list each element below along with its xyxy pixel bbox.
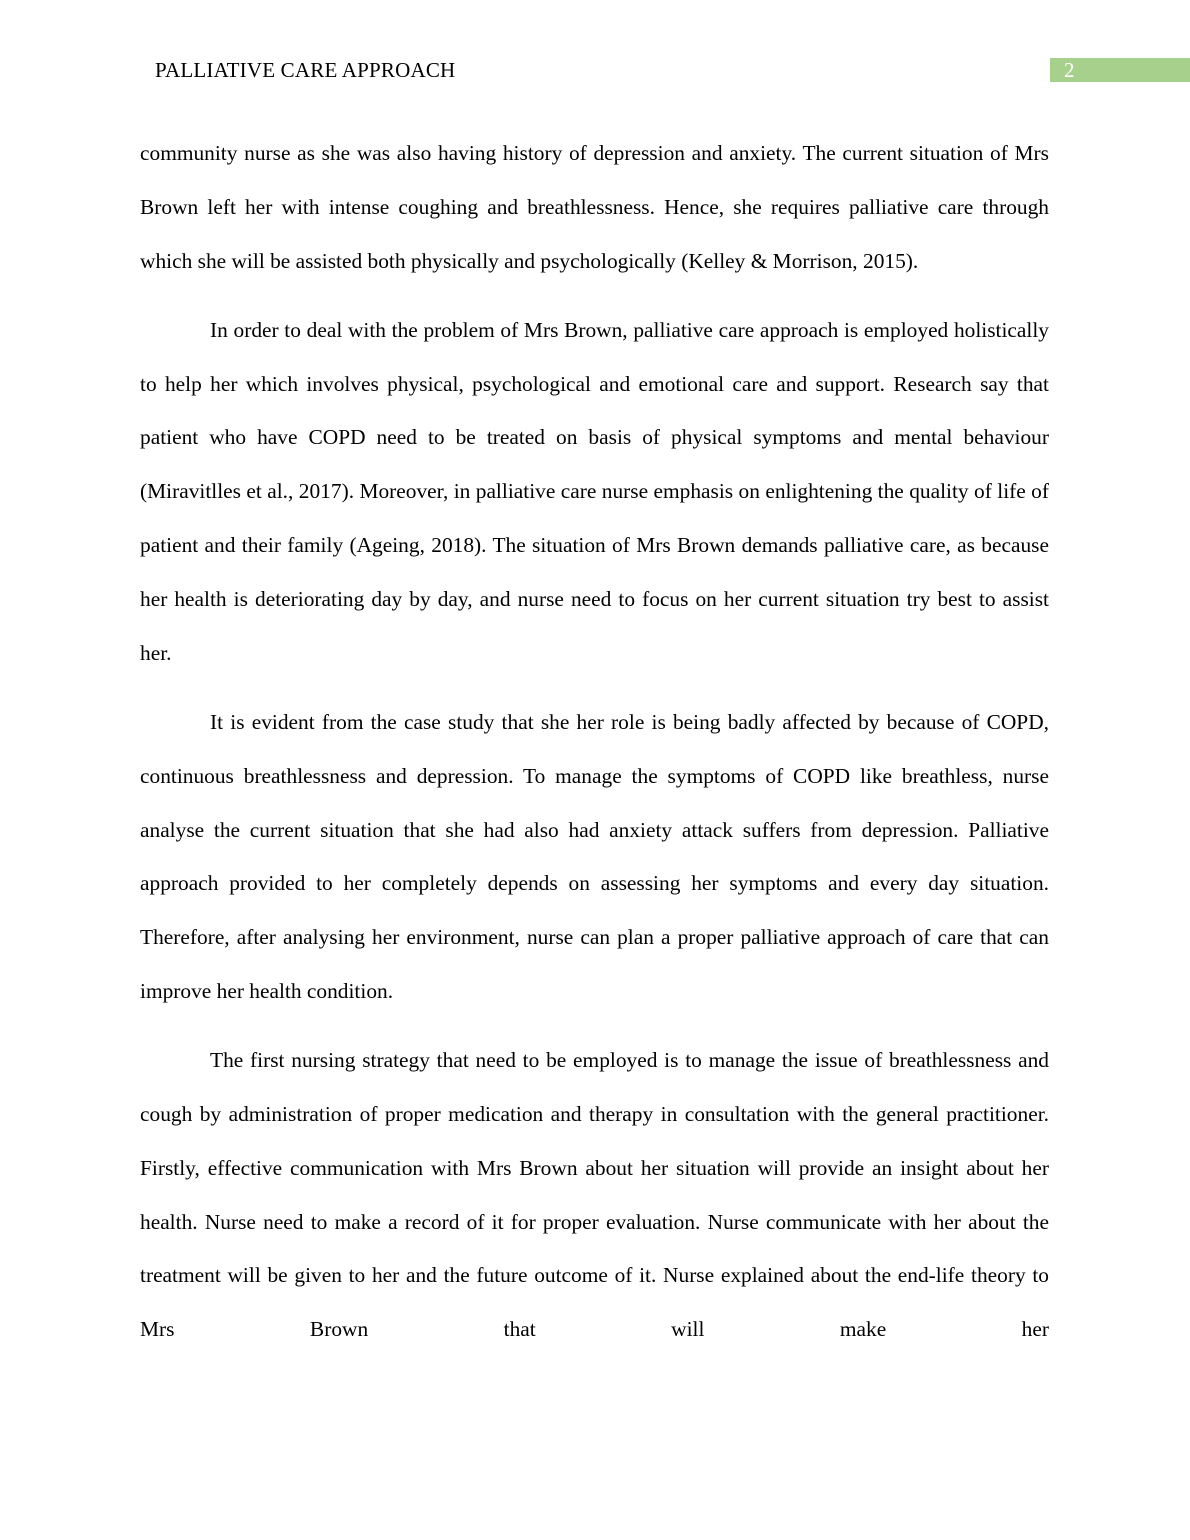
running-head: PALLIATIVE CARE APPROACH	[155, 58, 456, 82]
page-number: 2	[1050, 58, 1190, 82]
paragraph-4: The first nursing strategy that need to be employed is to manage the issue of breathlessness and cough by administration of proper medication and therapy in consultation with the general practitioner. Firstly, effective communication with Mrs Brown about her situation will provide an insight about her health. Nurse need to make a record of it for proper evaluation. Nurse communicate with her about the treatment will be given to her and the future outcome of it. Nurse explained about the end-life theory to Mrs Brown that will make her	[140, 1048, 1049, 1342]
paragraph-1: community nurse as she was also having history of depression and anxiety. The current situation of Mrs Brown left her with intense coughing and breathlessness. Hence, she requires palliative care through which she will be assisted both physically and psychologically (Kelley & Morrison, 2015).	[140, 141, 1049, 273]
document-body	[140, 127, 1049, 1373]
paragraph-2: In order to deal with the problem of Mrs Brown, palliative care approach is employed holistically to help her which involves physical, psychological and emotional care and support. Research say that patient who have COPD need to be treated on basis of physical symptoms and mental behaviour (Miravitlles et al., 2017). Moreover, in palliative care nurse emphasis on enlightening the quality of life of patient and their family (Ageing, 2018). The situation of Mrs Brown demands palliative care, as because her health is deteriorating day by day, and nurse need to focus on her current situation try best to assist her.	[140, 317, 1049, 665]
paragraph-3: It is evident from the case study that she her role is being badly affected by because of COPD, continuous breathlessness and depression. To manage the symptoms of COPD like breathless, nurse analyse the current situation that she had also had anxiety attack suffers from depression. Palliative approach provided to her completely depends on assessing her symptoms and every day situation. Therefore, after analysing her environment, nurse can plan a proper palliative approach of care that can improve her health condition.	[140, 709, 1049, 1003]
